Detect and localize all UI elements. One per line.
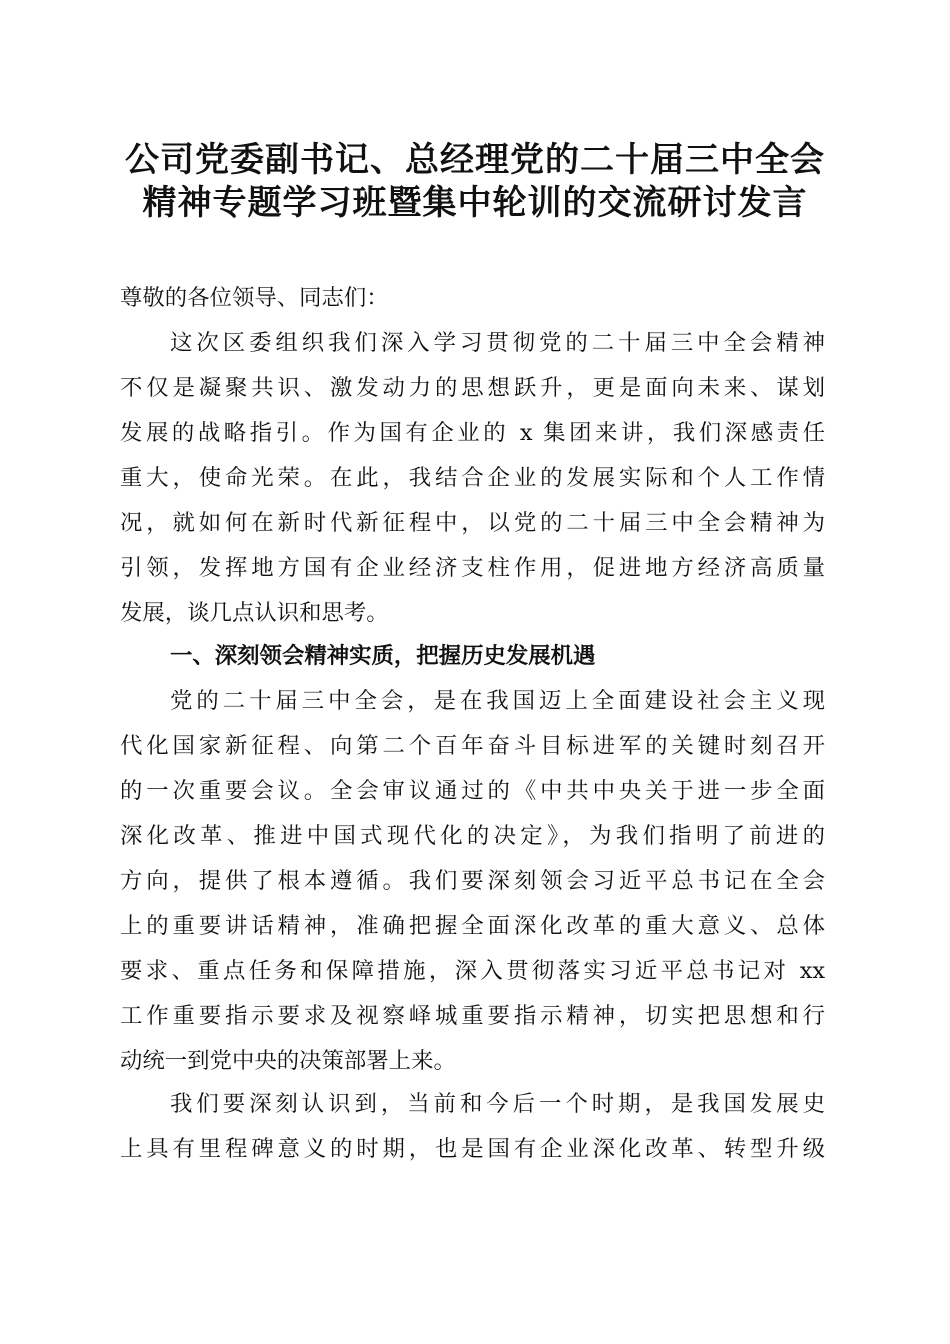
paragraph-2-line-8: 工作重要指示要求及视察峄城重要指示精神，切实把思想和行 xyxy=(120,1003,825,1029)
paragraph-2-line-2: 代化国家新征程、向第二个百年奋斗目标进军的关键时刻召开 xyxy=(120,733,825,759)
paragraph-1-line-1: 这次区委组织我们深入学习贯彻党的二十届三中全会精神 xyxy=(170,330,825,356)
paragraph-1-line-6: 引领，发挥地方国有企业经济支柱作用，促进地方经济高质量 xyxy=(120,555,825,581)
paragraph-1-line-5: 况，就如何在新时代新征程中，以党的二十届三中全会精神为 xyxy=(120,510,825,536)
paragraph-2-line-6: 上的重要讲话精神，准确把握全面深化改革的重大意义、总体 xyxy=(120,913,825,939)
document-title-line-2: 精神专题学习班暨集中轮训的交流研讨发言 xyxy=(142,183,808,223)
document-title-line-1: 公司党委副书记、总经理党的二十届三中全会 xyxy=(125,140,825,180)
paragraph-1-line-2: 不仅是凝聚共识、激发动力的思想跃升，更是面向未来、谋划 xyxy=(120,375,825,401)
section-1-heading: 一、深刻领会精神实质，把握历史发展机遇 xyxy=(170,643,596,669)
paragraph-2-line-1: 党的二十届三中全会，是在我国迈上全面建设社会主义现 xyxy=(170,688,825,714)
paragraph-2-line-7: 要求、重点任务和保障措施，深入贯彻落实习近平总书记对 xx xyxy=(120,958,825,984)
paragraph-1-line-7: 发展，谈几点认识和思考。 xyxy=(120,600,389,626)
paragraph-1-line-4: 重大，使命光荣。在此，我结合企业的发展实际和个人工作情 xyxy=(120,465,825,491)
paragraph-2-line-5: 方向，提供了根本遵循。我们要深刻领会习近平总书记在全会 xyxy=(120,868,825,894)
paragraph-2-line-3: 的一次重要会议。全会审议通过的《中共中央关于进一步全面 xyxy=(120,778,825,804)
paragraph-2-line-4: 深化改革、推进中国式现代化的决定》，为我们指明了前进的 xyxy=(120,823,825,849)
paragraph-3-line-2: 上具有里程碑意义的时期，也是国有企业深化改革、转型升级 xyxy=(120,1136,825,1162)
paragraph-3-line-1: 我们要深刻认识到，当前和今后一个时期，是我国发展史 xyxy=(170,1091,825,1117)
salutation: 尊敬的各位领导、同志们： xyxy=(120,285,389,311)
paragraph-2-line-9: 动统一到党中央的决策部署上来。 xyxy=(120,1048,456,1074)
paragraph-1-line-3: 发展的战略指引。作为国有企业的 x 集团来讲，我们深感责任 xyxy=(120,420,825,446)
